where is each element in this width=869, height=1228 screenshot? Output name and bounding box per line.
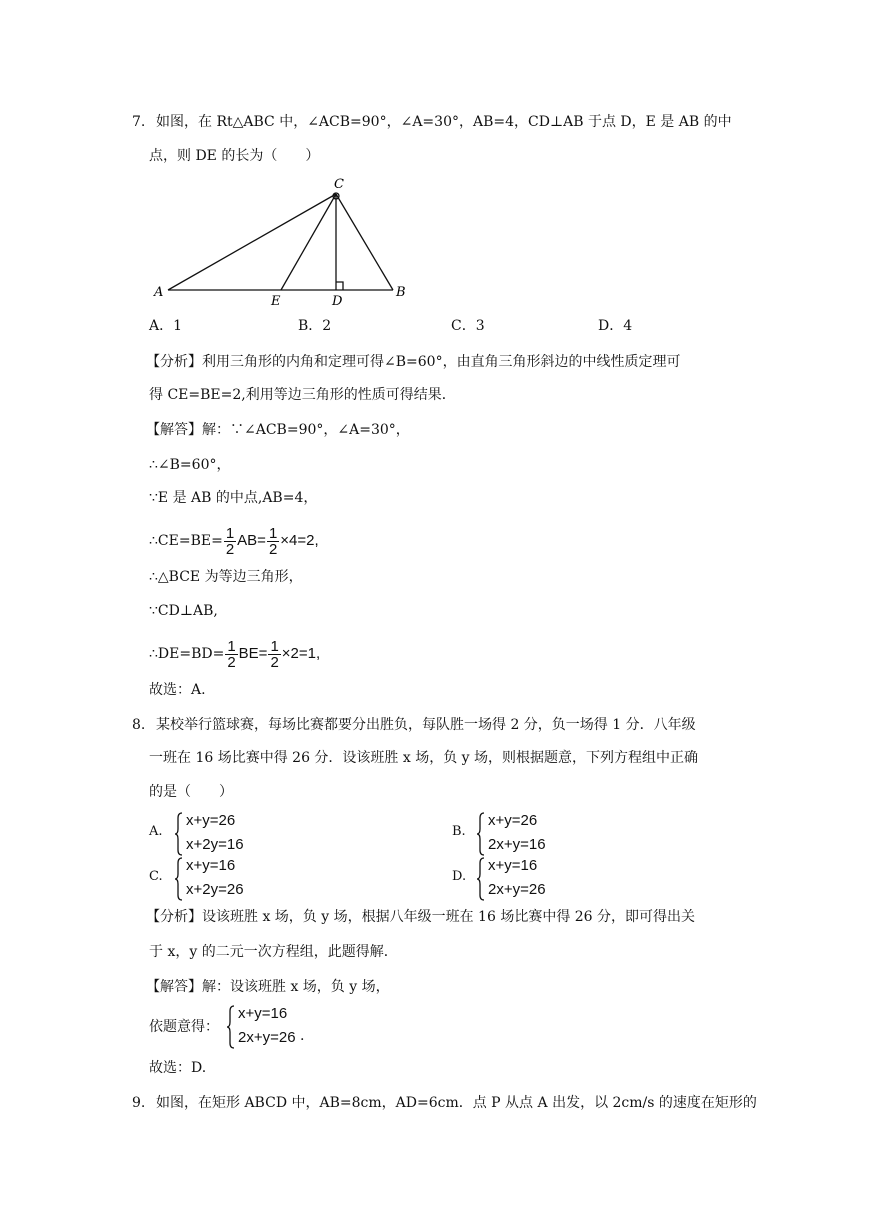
q8-stem-line1: 某校举行篮球赛，每场比赛都要分出胜负，每队胜一场得 2 分，负一场得 1 分．八年级: [156, 717, 696, 733]
de-mid: BE=: [238, 645, 268, 662]
q7-answer: 故选：A.: [149, 682, 206, 698]
brace-icon: [476, 857, 486, 901]
ce-prefix: ∴CE=BE=: [149, 533, 223, 549]
q7-solution-line3: ∵E 是 AB 的中点,AB=4，: [149, 490, 318, 506]
q8-analysis-line2: 于 x，y 的二元一次方程组，此题得解．: [149, 944, 398, 960]
q9-number: 9.: [132, 1095, 146, 1111]
q7-analysis-text1: 利用三角形的内角和定理可得∠B=60°，由直角三角形斜边的中线性质定理可: [202, 354, 681, 370]
q7-stem-line1: 如图，在 Rt△ABC 中，∠ACB=90°，∠A=30°，AB=4，CD⊥AB 于点 D，E 是 AB 的中: [156, 114, 732, 130]
q7-solution-line5: ∴△BCE 为等边三角形，: [149, 569, 303, 585]
fraction-numerator: 1: [225, 524, 235, 542]
q8-analysis-tag: 【分析】: [146, 909, 202, 925]
q8-option-d-label: D.: [452, 869, 467, 884]
q7-solution-text1: 解：∵∠ACB=90°，∠A=30°，: [202, 422, 410, 438]
q9-stem-line1: 如图，在矩形 ABCD 中，AB=8cm，AD=6cm．点 P 从点 A 出发，以 2cm/s 的速度在矩形的: [156, 1095, 757, 1111]
q7-solution-line2: ∴∠B=60°，: [149, 457, 231, 473]
q7-number: 7.: [132, 114, 146, 130]
equation-2: 2x+y=16: [488, 836, 546, 853]
fraction-half: [267, 526, 279, 557]
brace-icon: [174, 857, 184, 901]
fraction-half: [268, 639, 280, 670]
q7-stem-line2: 点，则 DE 的长为（ ）: [149, 148, 320, 164]
q7-solution-line6: ∵CD⊥AB,: [149, 603, 218, 619]
fraction-numerator: 1: [268, 524, 278, 542]
fraction-numerator: 1: [227, 637, 236, 655]
q7-analysis-line2: 得 CE=BE=2,利用等边三角形的性质可得结果．: [149, 387, 456, 403]
ce-mid: AB=: [237, 532, 266, 549]
fraction-denominator: 2: [225, 540, 235, 558]
q8-analysis-text1: 设该班胜 x 场，负 y 场，根据八年级一班在 16 场比赛中得 26 分，即可得出关: [202, 909, 696, 925]
q7-solution-de: [149, 637, 320, 671]
equation-2: 2x+y=26: [238, 1029, 296, 1046]
equation-1: x+y=16: [238, 1005, 288, 1022]
ce-suffix: ×4=2,: [280, 532, 319, 549]
equation-2: x+2y=16: [186, 836, 244, 853]
equation-2: x+2y=26: [186, 881, 244, 898]
q8-stem-line3: 的是（ ）: [149, 784, 233, 800]
q8-solution-prefix: 依题意得：: [149, 1019, 219, 1035]
q7-option-d: D．4: [598, 318, 633, 334]
q8-number: 8.: [132, 717, 146, 733]
equation-1: x+y=26: [186, 812, 236, 829]
label-E: E: [271, 294, 281, 308]
q7-option-a: A．1: [149, 318, 183, 334]
de-suffix: ×2=1,: [281, 645, 321, 662]
q8-solution-text1: 解：设该班胜 x 场，负 y 场，: [202, 979, 390, 995]
fraction-half: [224, 526, 236, 557]
q7-solution-ce: [149, 524, 319, 558]
q8-option-b-label: B.: [452, 824, 466, 839]
q7-triangle-figure: [148, 172, 418, 308]
q8-option-a-label: A.: [149, 824, 163, 839]
q8-solution-period: .: [300, 1028, 305, 1044]
q8-stem-line2: 一班在 16 场比赛中得 26 分．设该班胜 x 场，负 y 场，则根据题意，下列方程组中正确: [149, 750, 699, 766]
fraction-half: [225, 639, 237, 670]
equation-2: 2x+y=26: [488, 881, 546, 898]
fraction-denominator: 2: [268, 540, 278, 558]
label-A: A: [154, 285, 164, 300]
q7-analysis-tag: 【分析】: [146, 354, 202, 370]
label-B: B: [396, 285, 406, 300]
de-prefix: ∴DE=BD=: [149, 646, 225, 662]
q7-analysis-line1: [146, 352, 681, 372]
label-C: C: [334, 177, 344, 192]
fraction-numerator: 1: [270, 637, 279, 655]
equation-1: x+y=26: [488, 812, 538, 829]
brace-icon: [476, 812, 486, 856]
brace-icon: [226, 1005, 236, 1049]
q8-solution-line1: [146, 977, 390, 997]
q8-analysis-line1: [146, 907, 695, 927]
q8-solution-tag: 【解答】: [146, 979, 202, 995]
fraction-denominator: 2: [270, 653, 279, 671]
label-D: D: [332, 294, 343, 308]
q7-option-c: C．3: [451, 318, 485, 334]
brace-icon: [174, 812, 184, 856]
q8-answer: 故选：D.: [149, 1060, 207, 1076]
equation-1: x+y=16: [186, 857, 236, 874]
fraction-denominator: 2: [227, 653, 236, 671]
equation-1: x+y=16: [488, 857, 538, 874]
q7-solution-tag: 【解答】: [146, 422, 202, 438]
q8-option-c-label: C.: [149, 869, 163, 884]
q7-option-b: B．2: [298, 318, 332, 334]
q7-solution-line1: [146, 420, 410, 440]
